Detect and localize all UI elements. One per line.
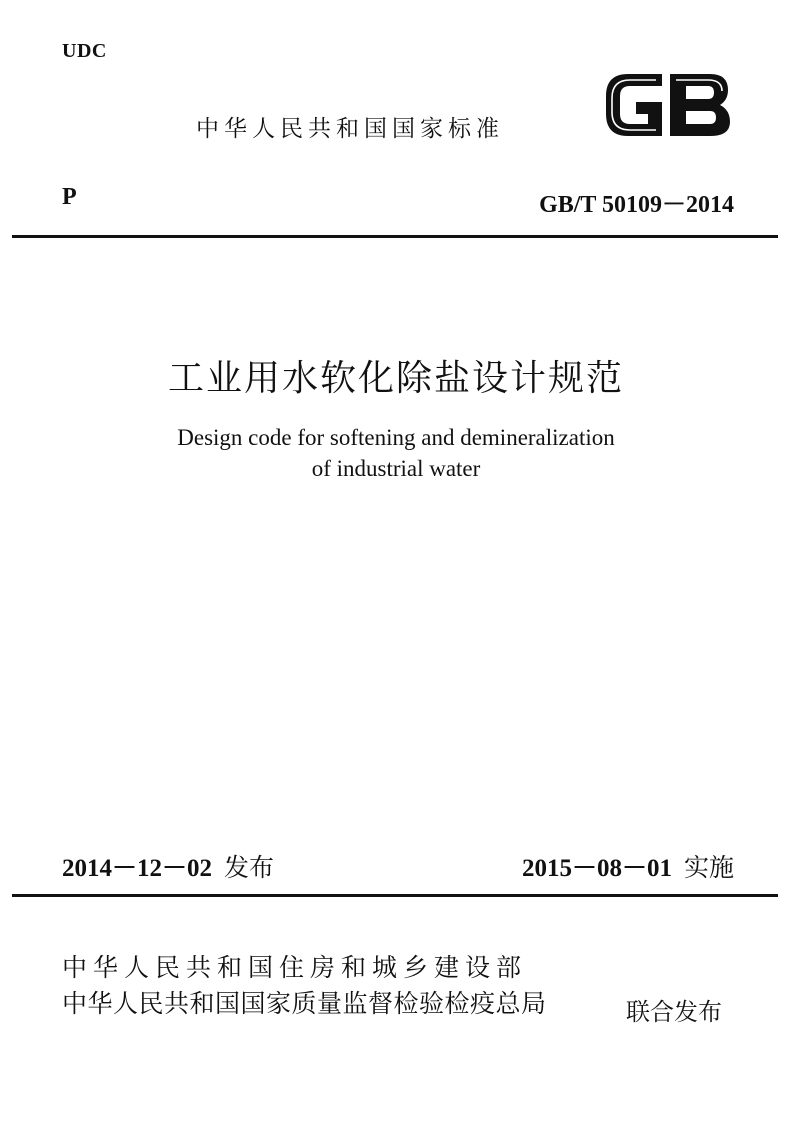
issue-label: 发布 (224, 853, 275, 882)
issue-date: 2014－12－02 (62, 855, 213, 882)
effective-label: 实施 (683, 853, 734, 882)
english-title-line-2: of industrial water (311, 456, 481, 481)
category-label: P (62, 184, 77, 210)
document-title-english (0, 422, 792, 484)
document-title-chinese: 工业用水软化除盐设计规范 (167, 358, 624, 399)
issuing-authorities (62, 950, 547, 1022)
top-divider (12, 235, 778, 238)
national-standard-label: 中华人民共和国国家标准 (196, 116, 504, 142)
english-title-line-1: Design code for softening and demineralization (177, 425, 615, 450)
issuer-ministry-housing: 中华人民共和国住房和城乡建设部 (62, 953, 528, 982)
standard-code: GB/T 50109－2014 (539, 192, 734, 218)
udc-label: UDC (62, 40, 107, 62)
issue-date-block (62, 848, 274, 884)
effective-date-block (522, 848, 734, 884)
effective-date: 2015－08－01 (521, 855, 672, 882)
bottom-divider (12, 894, 778, 897)
issuer-aqsiq: 中华人民共和国国家质量监督检验检疫总局 (62, 989, 547, 1018)
joint-issue-label: 联合发布 (626, 998, 722, 1026)
gb-logo-icon (598, 66, 736, 144)
